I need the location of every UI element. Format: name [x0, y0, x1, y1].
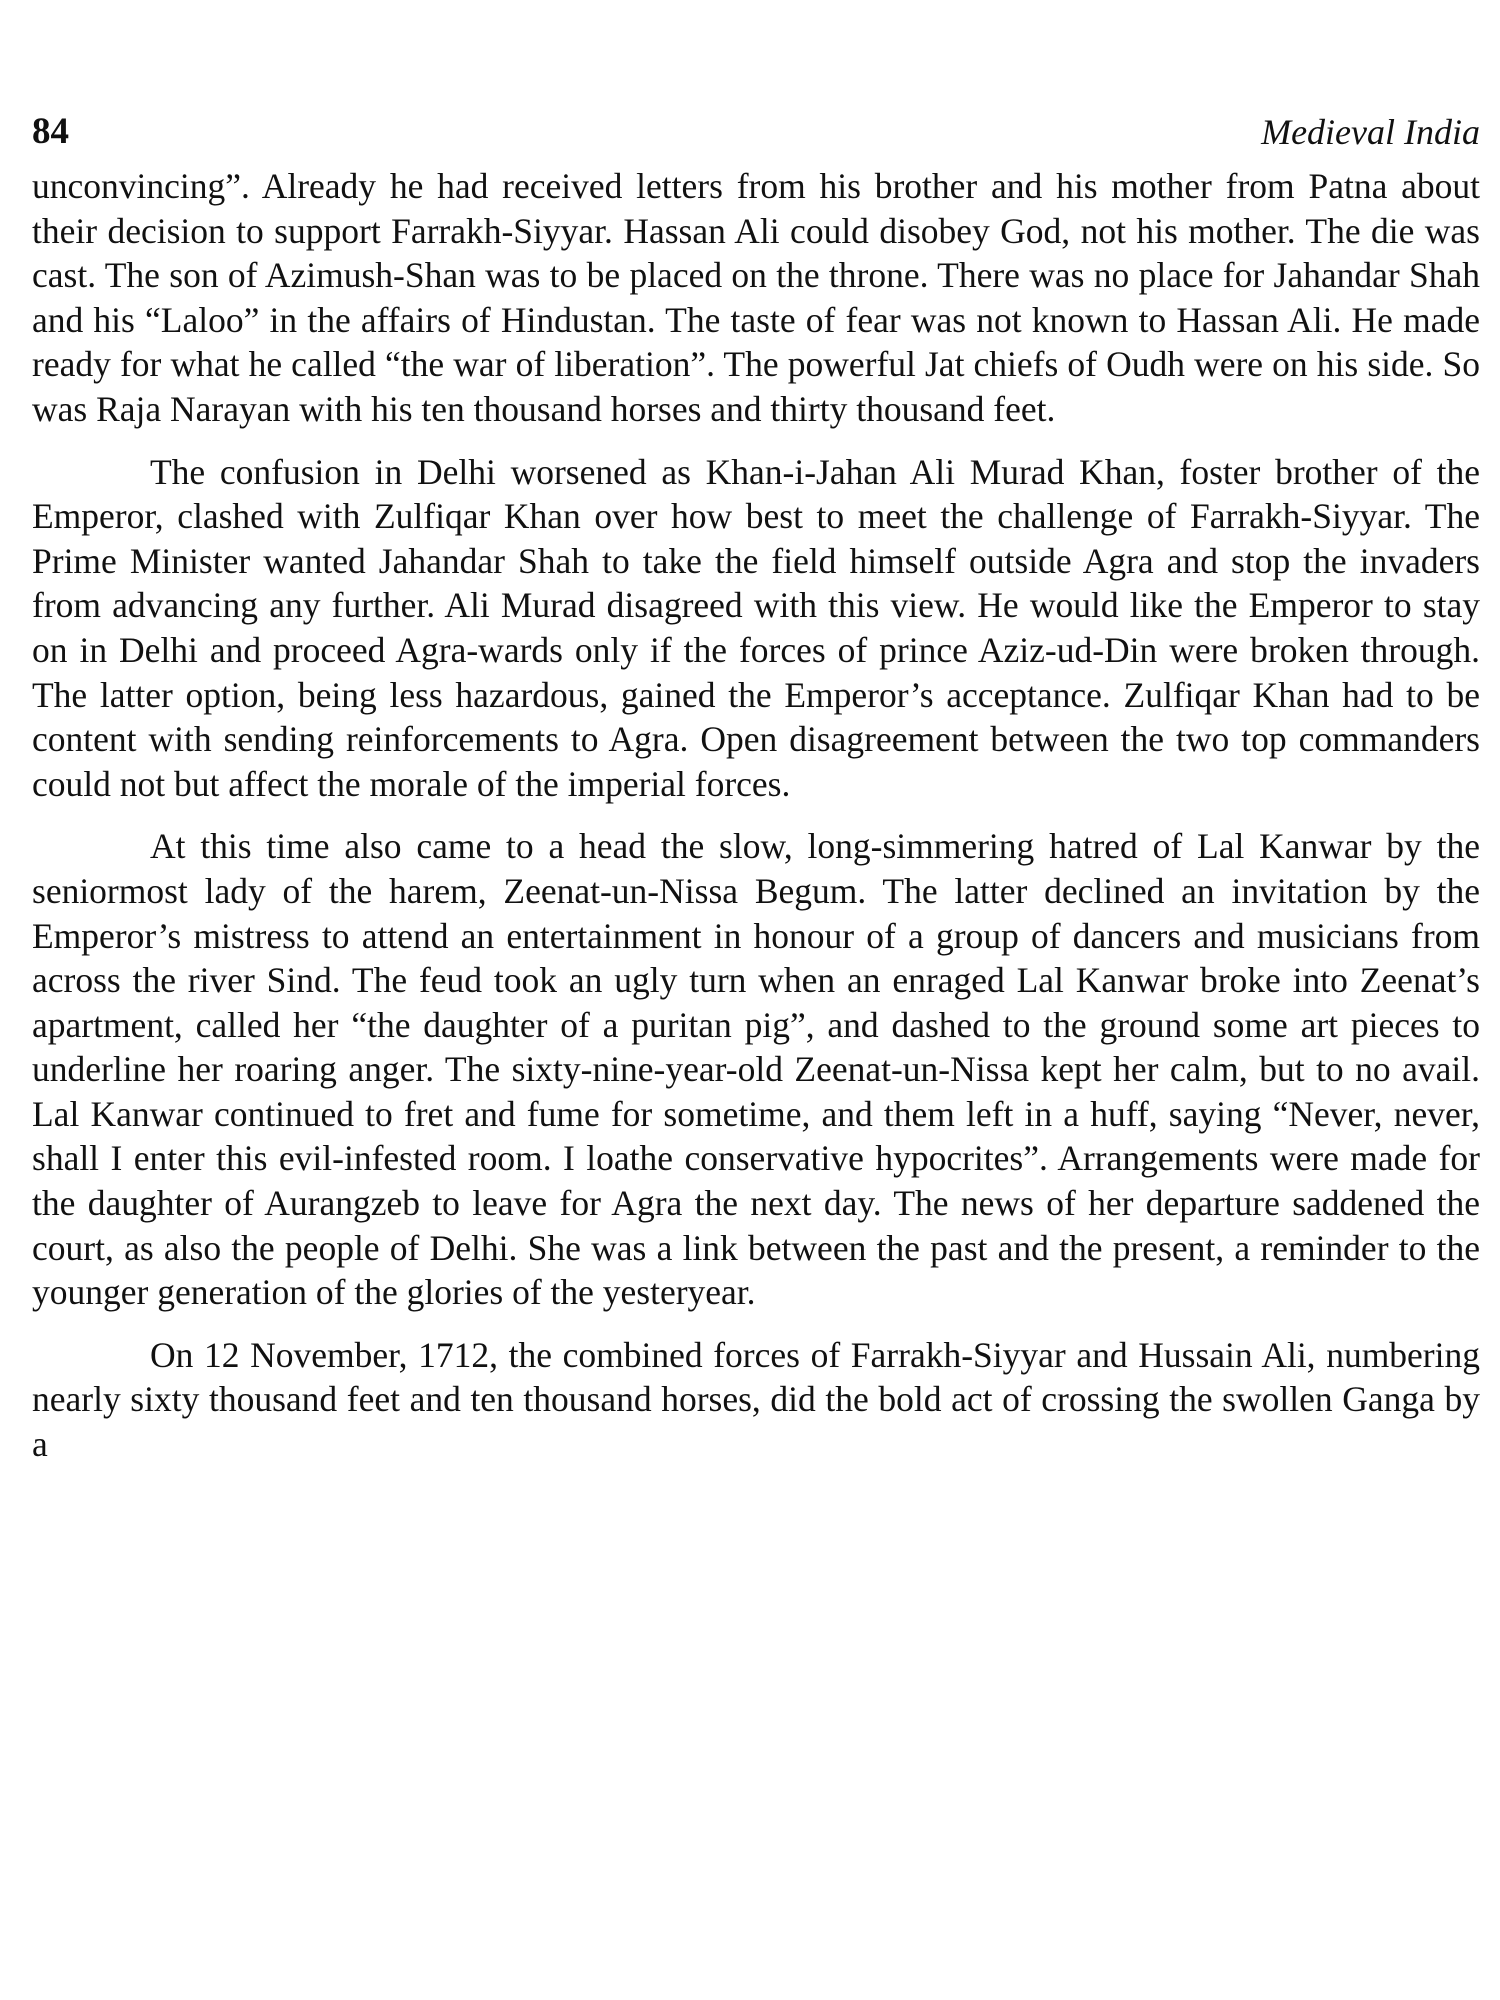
page-number: 84	[32, 111, 69, 152]
running-head	[32, 108, 1480, 156]
paragraph-harem-feud: At this time also came to a head the slow, long-simmering hatred of Lal Kanwar by the seniormost lady of the harem, Zeenat-un-Nissa Begum. The latter declined an invitation by the Emperor’s mistress to attend an entertainment in honour of a group of dancers and musicians from across the river Sind. The feud took an ugly turn when an enraged Lal Kanwar broke into Zeenat’s apartment, called her “the daughter of a puritan pig”, and dashed to the ground some art pieces to underline her roaring anger. The sixty-nine-year-old Zeenat-un-Nissa kept her calm, but to no avail. Lal Kanwar continued to fret and fume for sometime, and them left in a huff, saying “Never, never, shall I enter this evil-infested room. I loathe conservative hypocrites”. Arrangements were made for the daughter of Aurangzeb to leave for Agra the next day. The news of her departure saddened the court, as also the people of Delhi. She was a link between the past and the present, a reminder to the younger generation of the glories of the yesteryear.	[32, 826, 1480, 1313]
paragraph-ganga-crossing: On 12 November, 1712, the combined forces of Farrakh-Siyyar and Hussain Ali, numbering nearly sixty thousand feet and ten thousand horses, did the bold act of crossing the swollen Ganga by a	[32, 1334, 1480, 1465]
body-text	[32, 164, 1480, 1467]
running-title: Medieval India	[1261, 112, 1480, 152]
paragraph-delhi-confusion: The confusion in Delhi worsened as Khan-i-Jahan Ali Murad Khan, foster brother of the Emperor, clashed with Zulfiqar Khan over how best to meet the challenge of Farrakh-Siyyar. The Prime Minister wanted Jahandar Shah to take the field himself outside Agra and stop the invaders from advancing any further. Ali Murad disagreed with this view. He would like the Emperor to stay on in Delhi and proceed Agra-wards only if the forces of prince Aziz-ud-Din were broken through. The latter option, being less hazardous, gained the Emperor’s acceptance. Zulfiqar Khan had to be content with sending reinforcements to Agra. Open disagreement between the two top commanders could not but affect the morale of the imperial forces.	[32, 451, 1480, 804]
paragraph-continuation: unconvincing”. Already he had received letters from his brother and his mother from Patna about their decision to support Farrakh-Siyyar. Hassan Ali could disobey God, not his mother. The die was cast. The son of Azimush-Shan was to be placed on the throne. There was no place for Jahandar Shah and his “Laloo” in the affairs of Hindustan. The taste of fear was not known to Hassan Ali. He made ready for what he called “the war of liberation”. The powerful Jat chiefs of Oudh were on his side. So was Raja Narayan with his ten thousand horses and thirty thousand feet.	[32, 166, 1480, 429]
book-page	[32, 108, 1480, 1988]
